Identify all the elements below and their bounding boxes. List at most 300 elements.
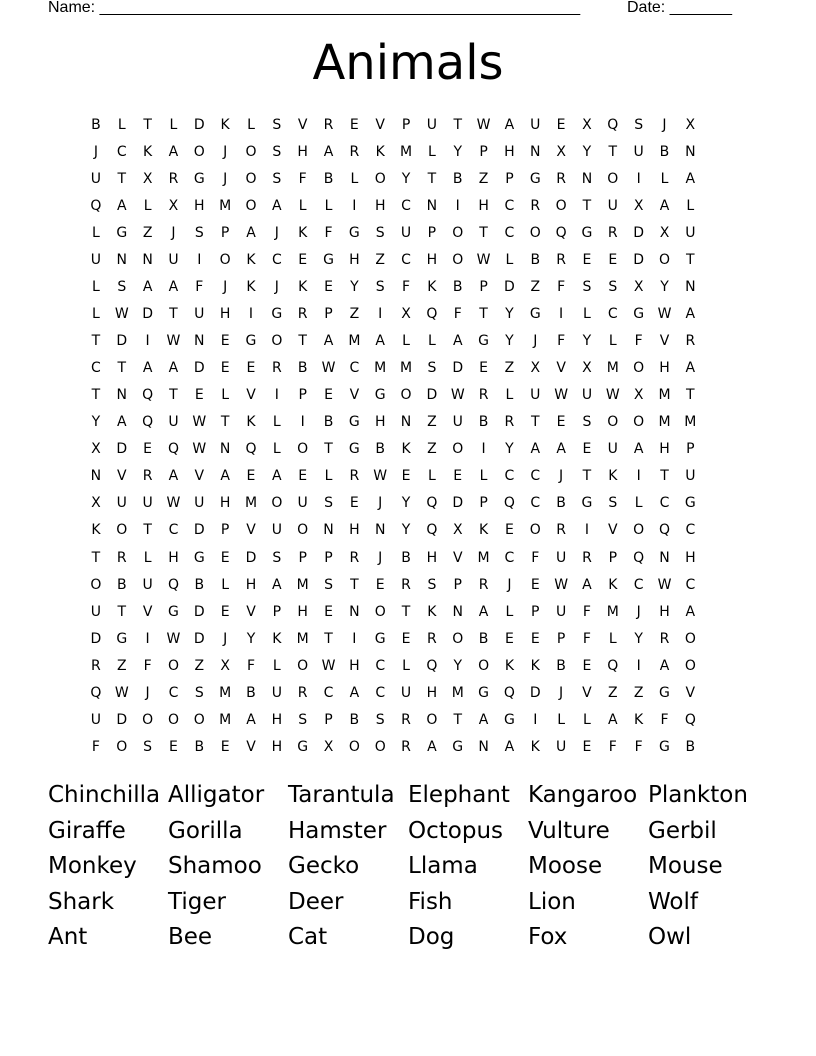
grid-letter: L [505, 252, 514, 269]
grid-letter: U [555, 738, 567, 755]
grid-letter: T [453, 117, 463, 134]
grid-letter: M [606, 603, 619, 620]
grid-letter: O [348, 738, 360, 755]
grid-letter: O [400, 387, 412, 404]
grid-letter: Z [427, 414, 437, 431]
grid-letter: P [686, 441, 695, 458]
grid-letter: O [452, 441, 464, 458]
grid-letter: B [478, 630, 489, 647]
grid-letter: X [633, 198, 644, 215]
grid-letter: A [246, 225, 256, 242]
grid-row [83, 517, 733, 544]
grid-letter: W [554, 387, 569, 404]
grid-letter: C [116, 144, 127, 161]
grid-letter: U [685, 468, 696, 485]
grid-letter: Y [505, 306, 514, 323]
grid-letter: G [168, 603, 179, 620]
grid-letter: C [633, 576, 644, 593]
grid-letter: Y [634, 630, 643, 647]
grid-letter: T [582, 198, 592, 215]
page-title: Animals [312, 35, 504, 91]
word-bank-item: Gorilla [168, 817, 243, 844]
grid-letter: R [556, 522, 566, 539]
grid-letter: C [375, 657, 386, 674]
grid-letter: O [684, 657, 696, 674]
grid-letter: E [246, 468, 256, 485]
grid-letter: D [142, 306, 153, 323]
grid-letter: H [349, 657, 360, 674]
grid-letter: O [658, 252, 670, 269]
grid-letter: V [685, 684, 696, 701]
grid-letter: C [504, 549, 515, 566]
grid-letter: V [349, 387, 360, 404]
grid-letter: A [608, 711, 618, 728]
grid-letter: I [533, 711, 538, 728]
grid-letter: J [533, 333, 538, 350]
grid-letter: H [297, 144, 308, 161]
grid-letter: O [245, 144, 257, 161]
grid-letter: C [271, 252, 282, 269]
grid-letter: A [272, 576, 282, 593]
grid-letter: D [504, 279, 515, 296]
grid-letter: G [581, 495, 593, 512]
grid-letter: U [555, 549, 567, 566]
date-field-line: Date: _______ [627, 0, 732, 16]
grid-letter: H [194, 198, 205, 215]
grid-letter: H [349, 522, 360, 539]
grid-letter: B [556, 657, 566, 674]
grid-letter: C [504, 198, 515, 215]
grid-letter: Y [350, 279, 359, 296]
grid-letter: D [193, 522, 205, 539]
grid-letter: E [582, 657, 592, 674]
grid-letter: E [194, 387, 204, 404]
grid-letter: R [685, 333, 696, 350]
grid-letter: X [582, 360, 592, 377]
grid-letter: O [529, 225, 541, 242]
grid-letter: H [271, 711, 283, 728]
grid-letter: H [297, 603, 308, 620]
word-bank-item: Elephant [408, 782, 510, 808]
grid-letter: A [659, 657, 670, 674]
grid-letter: O [193, 144, 205, 161]
word-bank-item: Deer [288, 888, 344, 915]
grid-letter: M [451, 684, 464, 701]
grid-letter: V [194, 468, 205, 485]
word-bank [48, 778, 768, 956]
grid-letter: J [171, 225, 176, 242]
grid-letter: T [324, 441, 333, 458]
grid-letter: L [608, 333, 617, 350]
grid-letter: O [271, 333, 283, 350]
grid-letter: T [401, 603, 411, 620]
grid-letter: A [452, 333, 463, 350]
grid-letter: O [633, 522, 645, 539]
grid-letter: G [374, 630, 386, 647]
grid-letter: Q [555, 225, 567, 242]
grid-row [83, 572, 733, 599]
grid-letter: R [427, 630, 437, 647]
grid-letter: V [142, 603, 153, 620]
grid-letter: R [478, 576, 489, 593]
grid-letter: Z [504, 360, 515, 377]
grid-row [83, 436, 733, 463]
grid-letter: N [530, 144, 541, 161]
grid-letter: J [145, 684, 150, 701]
grid-letter: C [530, 468, 541, 485]
grid-letter: G [323, 252, 334, 269]
grid-letter: V [246, 738, 256, 755]
grid-letter: E [324, 279, 333, 296]
grid-letter: S [634, 117, 644, 134]
grid-letter: F [324, 225, 333, 242]
grid-letter: Q [167, 576, 179, 593]
grid-letter: E [479, 360, 488, 377]
grid-letter: O [633, 360, 645, 377]
grid-letter: T [324, 630, 333, 647]
grid-letter: W [476, 252, 491, 269]
grid-letter: L [143, 549, 152, 566]
grid-letter: B [530, 252, 541, 269]
grid-letter: Z [194, 657, 205, 674]
grid-letter: H [685, 549, 696, 566]
grid-letter: X [323, 738, 334, 755]
grid-letter: O [116, 522, 128, 539]
grid-row [83, 220, 733, 247]
grid-letter: P [324, 711, 333, 728]
grid-letter: E [220, 333, 230, 350]
grid-letter: X [452, 522, 463, 539]
grid-letter: L [221, 387, 230, 404]
grid-letter: O [478, 657, 490, 674]
grid-letter: B [194, 576, 205, 593]
grid-letter: M [219, 198, 232, 215]
grid-letter: O [529, 522, 541, 539]
grid-letter: N [659, 549, 670, 566]
grid-letter: K [375, 144, 385, 161]
word-bank-item: Lion [528, 888, 576, 915]
grid-letter: K [401, 441, 411, 458]
grid-letter: G [348, 441, 360, 458]
grid-row [83, 166, 733, 193]
grid-letter: V [582, 684, 592, 701]
grid-letter: H [426, 549, 438, 566]
grid-letter: G [348, 225, 360, 242]
grid-letter: K [298, 279, 308, 296]
grid-letter: P [427, 225, 437, 242]
word-bank-item: Fox [528, 924, 568, 950]
grid-letter: G [633, 306, 645, 323]
word-bank-item: Tarantula [288, 782, 395, 808]
grid-letter: R [556, 252, 566, 269]
grid-letter: B [659, 144, 670, 161]
grid-letter: E [349, 117, 359, 134]
grid-letter: S [272, 549, 282, 566]
grid-letter: R [116, 549, 127, 566]
grid-letter: Q [426, 495, 438, 512]
grid-letter: S [298, 711, 308, 728]
grid-letter: T [686, 387, 695, 404]
word-bank-item: Dog [408, 924, 455, 950]
grid-letter: K [272, 630, 282, 647]
grid-letter: H [374, 198, 386, 215]
grid-row [83, 463, 733, 490]
grid-letter: Z [633, 684, 644, 701]
grid-row [83, 409, 733, 436]
grid-letter: A [349, 684, 360, 701]
grid-letter: B [685, 738, 696, 755]
grid-letter: L [169, 117, 178, 134]
grid-letter: U [194, 306, 205, 323]
grid-letter: D [116, 333, 128, 350]
grid-letter: U [116, 495, 127, 512]
grid-letter: W [321, 360, 336, 377]
grid-letter: R [659, 630, 670, 647]
grid-letter: H [245, 576, 257, 593]
grid-letter: R [349, 468, 360, 485]
grid-letter: F [557, 333, 566, 350]
grid-letter: S [427, 576, 437, 593]
grid-letter: N [219, 441, 231, 458]
grid-letter: S [143, 738, 153, 755]
grid-letter: W [114, 306, 129, 323]
grid-letter: Y [582, 333, 592, 350]
grid-letter: L [402, 333, 410, 350]
grid-letter: Q [684, 711, 696, 728]
grid-letter: K [298, 225, 308, 242]
grid-letter: X [91, 441, 101, 458]
grid-letter: L [247, 117, 255, 134]
grid-letter: I [145, 333, 150, 350]
grid-letter: K [530, 657, 540, 674]
grid-letter: W [192, 441, 207, 458]
word-bank-item: Tiger [168, 888, 226, 915]
grid-letter: C [659, 495, 670, 512]
grid-letter: O [607, 171, 619, 188]
grid-letter: W [373, 468, 388, 485]
word-bank-item: Shamoo [168, 853, 262, 879]
grid-letter: E [608, 252, 618, 269]
grid-letter: D [193, 360, 205, 377]
grid-letter: T [117, 171, 127, 188]
word-bank-item: Moose [528, 853, 603, 879]
grid-letter: C [168, 684, 179, 701]
grid-letter: W [114, 684, 129, 701]
grid-letter: B [323, 171, 334, 188]
grid-letter: F [531, 549, 540, 566]
grid-row [83, 490, 733, 517]
grid-letter: X [168, 198, 179, 215]
grid-row [83, 112, 733, 139]
grid-letter: H [659, 603, 670, 620]
grid-letter: K [246, 252, 256, 269]
grid-letter: Z [608, 684, 618, 701]
grid-letter: N [142, 252, 153, 269]
grid-letter: U [297, 495, 308, 512]
grid-letter: Z [375, 252, 385, 269]
grid-letter: F [608, 738, 617, 755]
grid-letter: L [92, 225, 100, 242]
grid-letter: O [193, 711, 205, 728]
grid-letter: E [401, 630, 411, 647]
grid-letter: A [633, 441, 644, 458]
grid-letter: M [477, 549, 490, 566]
grid-letter: A [685, 360, 696, 377]
grid-letter: S [272, 117, 282, 134]
grid-letter: P [608, 549, 618, 566]
grid-letter: E [401, 468, 411, 485]
grid-row [83, 626, 733, 653]
grid-letter: M [400, 144, 413, 161]
grid-letter: K [478, 522, 489, 539]
grid-letter: O [90, 576, 102, 593]
grid-letter: G [297, 738, 309, 755]
grid-letter: D [90, 630, 102, 647]
grid-letter: U [90, 711, 102, 728]
grid-letter: S [375, 279, 385, 296]
grid-letter: K [634, 711, 644, 728]
grid-letter: F [660, 711, 669, 728]
grid-letter: A [504, 117, 515, 134]
grid-row [83, 139, 733, 166]
grid-letter: S [582, 279, 592, 296]
grid-letter: U [607, 441, 618, 458]
grid-letter: L [505, 603, 514, 620]
grid-letter: S [194, 684, 204, 701]
grid-letter: Q [503, 684, 515, 701]
grid-letter: S [324, 576, 333, 593]
grid-letter: H [271, 738, 283, 755]
grid-letter: Z [478, 171, 489, 188]
grid-row [83, 274, 733, 301]
grid-letter: D [529, 684, 541, 701]
grid-letter: L [272, 414, 281, 431]
grid-letter: B [452, 279, 463, 296]
grid-letter: G [116, 630, 128, 647]
word-bank-item: Hamster [288, 817, 387, 844]
grid-letter: H [374, 414, 386, 431]
grid-letter: A [685, 171, 696, 188]
grid-letter: R [349, 549, 360, 566]
grid-letter: B [556, 495, 566, 512]
grid-letter: Y [401, 522, 411, 539]
grid-letter: X [91, 495, 101, 512]
grid-letter: O [374, 738, 386, 755]
grid-letter: R [91, 657, 101, 674]
grid-letter: U [530, 117, 541, 134]
grid-letter: E [582, 441, 592, 458]
grid-letter: N [426, 198, 438, 215]
grid-row [83, 680, 733, 707]
grid-letter: I [636, 171, 641, 188]
grid-letter: A [168, 144, 179, 161]
grid-letter: P [401, 117, 411, 134]
grid-letter: Q [503, 495, 515, 512]
grid-letter: P [531, 603, 540, 620]
grid-letter: N [323, 522, 334, 539]
grid-letter: O [297, 441, 309, 458]
word-bank-item: Llama [408, 853, 478, 879]
grid-letter: H [478, 198, 489, 215]
grid-letter: F [557, 279, 566, 296]
grid-letter: S [194, 225, 204, 242]
grid-letter: T [453, 711, 463, 728]
grid-letter: G [581, 225, 593, 242]
grid-letter: J [559, 684, 564, 701]
grid-letter: O [452, 252, 464, 269]
grid-letter: X [530, 360, 541, 377]
grid-letter: S [375, 225, 385, 242]
grid-letter: E [246, 360, 256, 377]
grid-letter: O [452, 630, 464, 647]
grid-letter: F [143, 657, 152, 674]
grid-letter: N [685, 144, 696, 161]
grid-letter: E [298, 468, 308, 485]
grid-letter: R [349, 144, 360, 161]
grid-letter: F [582, 630, 591, 647]
grid-letter: P [324, 549, 333, 566]
grid-letter: T [350, 576, 359, 593]
grid-letter: U [271, 522, 282, 539]
grid-letter: C [607, 306, 618, 323]
grid-letter: D [426, 387, 438, 404]
grid-letter: M [348, 333, 361, 350]
grid-letter: V [556, 360, 566, 377]
grid-letter: M [400, 360, 413, 377]
grid-letter: E [530, 576, 540, 593]
grid-letter: W [166, 630, 181, 647]
grid-letter: N [400, 414, 412, 431]
grid-letter: Q [245, 441, 257, 458]
grid-letter: O [142, 711, 154, 728]
grid-letter: Y [453, 144, 463, 161]
grid-letter: K [608, 576, 618, 593]
grid-letter: X [633, 279, 644, 296]
grid-letter: E [220, 603, 230, 620]
grid-letter: I [197, 252, 202, 269]
grid-letter: L [272, 441, 281, 458]
grid-letter: X [220, 657, 230, 674]
grid-letter: S [427, 360, 437, 377]
grid-letter: F [634, 333, 643, 350]
grid-letter: Q [90, 684, 102, 701]
grid-letter: G [348, 414, 360, 431]
grid-letter: Q [426, 657, 438, 674]
grid-letter: R [504, 414, 515, 431]
grid-letter: T [479, 225, 488, 242]
grid-letter: K [530, 738, 540, 755]
grid-letter: M [606, 360, 619, 377]
grid-letter: L [221, 576, 230, 593]
grid-letter: M [658, 387, 671, 404]
grid-letter: P [298, 387, 307, 404]
grid-letter: G [659, 738, 670, 755]
grid-letter: B [297, 360, 308, 377]
grid-letter: X [142, 171, 153, 188]
grid-letter: V [116, 468, 127, 485]
grid-letter: F [634, 738, 643, 755]
grid-letter: A [168, 468, 179, 485]
grid-letter: A [142, 360, 153, 377]
grid-letter: S [608, 495, 618, 512]
grid-letter: E [582, 252, 592, 269]
grid-row [83, 247, 733, 274]
grid-letter: I [559, 306, 564, 323]
grid-letter: Y [505, 441, 514, 458]
grid-letter: A [220, 468, 230, 485]
grid-letter: D [193, 630, 205, 647]
grid-letter: O [245, 171, 257, 188]
